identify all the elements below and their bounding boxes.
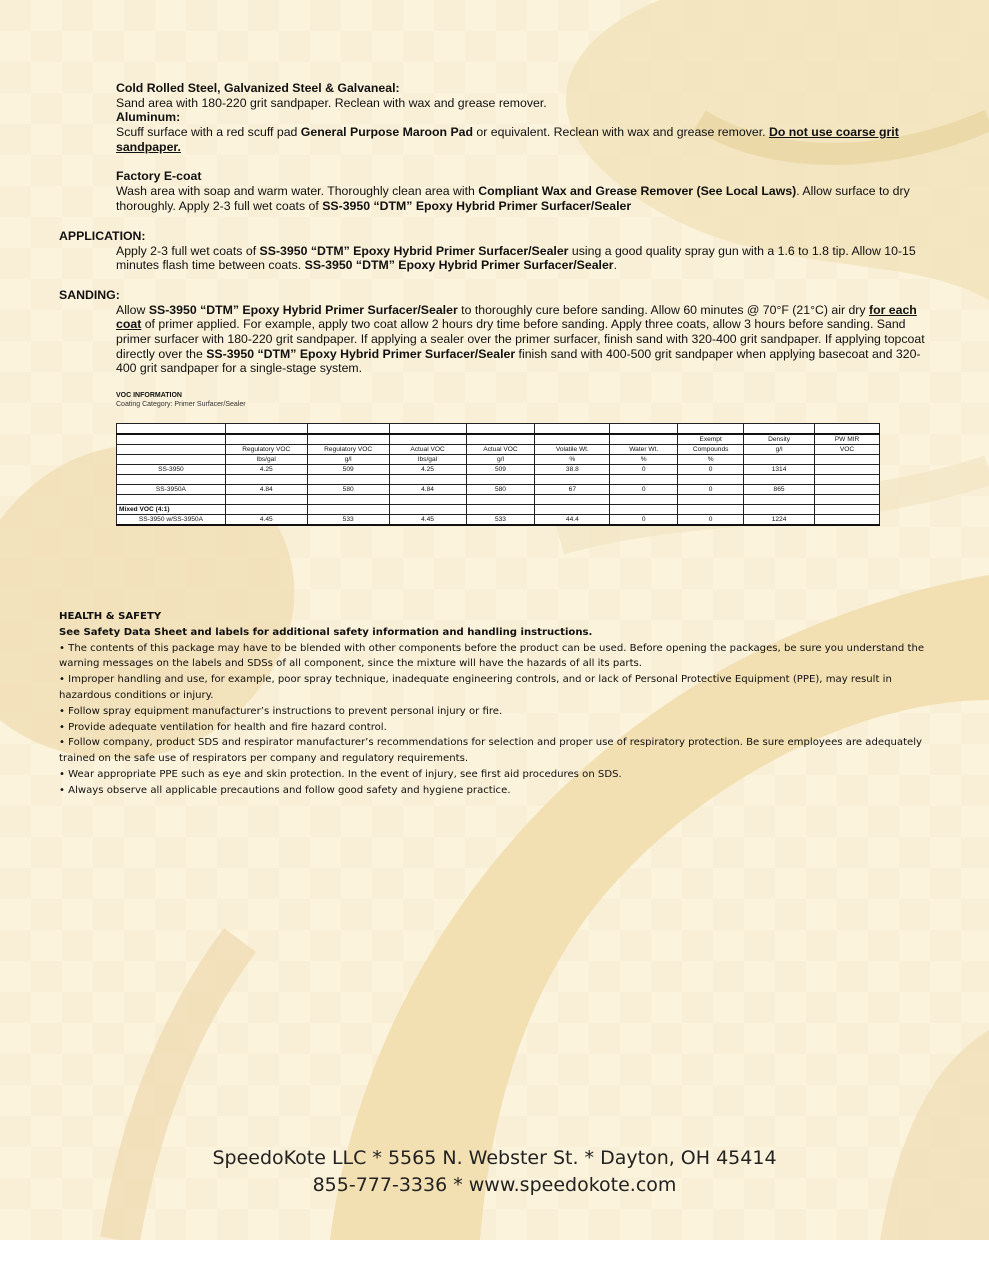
health-bullets — [59, 641, 939, 799]
sanding-text — [116, 303, 926, 377]
table-cell — [389, 475, 466, 485]
voc-title: VOC INFORMATION — [116, 392, 182, 399]
table-cell — [466, 495, 535, 505]
table-row — [117, 485, 880, 495]
table-row — [117, 515, 880, 526]
ecoat-heading: Factory E-coat — [116, 169, 202, 183]
table-cell — [678, 505, 744, 515]
table-cell — [307, 475, 389, 485]
sanding-text-2: to thoroughly cure before sanding. Allow 60 minutes @ 70°F (21°C) air dry — [457, 302, 869, 317]
table-cell — [225, 424, 307, 435]
table-cell: Water Wt. — [610, 445, 678, 455]
table-cell — [815, 455, 880, 465]
health-subheading: See Safety Data Sheet and labels for additional safety information and handling instructions. — [59, 626, 593, 638]
table-cell: Regulatory VOC — [225, 445, 307, 455]
table-cell: 38.8 — [535, 465, 610, 475]
application-text-2: using a good quality spray gun with a 1.6 to 1.8 tip. Allow 10-15 minutes flash time between coats. — [116, 243, 916, 273]
table-cell: 4.84 — [389, 485, 466, 495]
table-cell — [744, 475, 815, 485]
table-cell — [117, 424, 226, 435]
table-row-top-border — [117, 424, 880, 435]
table-cell — [117, 455, 226, 465]
ecoat-text — [116, 184, 926, 213]
voc-subtitle: Coating Category: Primer Surfacer/Sealer — [116, 401, 246, 408]
list-item: • Always observe all applicable precautions and follow good safety and hygiene practice. — [59, 784, 511, 796]
table-cell: 4.84 — [225, 485, 307, 495]
table-cell — [225, 434, 307, 445]
table-cell: 509 — [466, 465, 535, 475]
table-cell — [535, 475, 610, 485]
table-cell — [389, 505, 466, 515]
table-cell — [466, 434, 535, 445]
table-cell: 1224 — [744, 515, 815, 526]
application-text — [116, 244, 926, 273]
application-text-1: Apply 2-3 full wet coats of — [116, 243, 260, 258]
maroon-pad-name: General Purpose Maroon Pad — [300, 125, 473, 139]
table-cell: 0 — [610, 465, 678, 475]
table-cell: % — [610, 455, 678, 465]
table-cell — [815, 485, 880, 495]
table-cell — [678, 475, 744, 485]
table-cell: 0 — [610, 515, 678, 526]
application-text-3: . — [613, 258, 617, 273]
table-cell — [610, 495, 678, 505]
health-safety-section — [59, 609, 939, 799]
table-cell: 0 — [610, 485, 678, 495]
voc-table — [116, 423, 880, 526]
product-name: SS-3950 “DTM” Epoxy Hybrid Primer Surfacer/Sealer — [148, 302, 458, 317]
table-cell: Density — [744, 434, 815, 445]
coarse-grit-warning: Do not use coarse grit sandpaper. — [116, 125, 899, 154]
table-cell — [815, 465, 880, 475]
table-cell: 0 — [678, 515, 744, 526]
table-cell — [466, 424, 535, 435]
table-cell: 4.25 — [225, 465, 307, 475]
product-name: SS-3950 “DTM” Epoxy Hybrid Primer Surfacer/Sealer — [206, 346, 516, 361]
table-cell — [610, 505, 678, 515]
table-cell: g/l — [466, 455, 535, 465]
table-cell — [225, 495, 307, 505]
table-cell — [815, 495, 880, 505]
table-row-spacer — [117, 475, 880, 485]
table-header-row — [117, 434, 880, 445]
table-cell: VOC — [815, 445, 880, 455]
table-cell — [117, 445, 226, 455]
table-cell: Actual VOC — [466, 445, 535, 455]
list-item: • Improper handling and use, for example, poor spray technique, inadequate engineering controls, and or lack of Personal Protective Equipment (PPE), may result in hazardous conditions or injury. — [59, 674, 892, 701]
table-cell: SS-3950 w/SS-3950A — [117, 515, 226, 526]
table-cell — [744, 424, 815, 435]
table-cell — [117, 434, 226, 445]
table-cell — [610, 475, 678, 485]
list-item: • Provide adequate ventilation for health and fire hazard control. — [59, 721, 387, 733]
table-header-units-row — [117, 455, 880, 465]
table-cell: % — [678, 455, 744, 465]
table-cell: lbs/gal — [389, 455, 466, 465]
table-cell: 4.25 — [389, 465, 466, 475]
aluminum-text-2: or equivalent. Reclean with wax and grease remover. — [473, 125, 769, 139]
product-name: SS-3950 “DTM” Epoxy Hybrid Primer Surfacer/Sealer — [259, 243, 569, 258]
table-row-mixed-label — [117, 505, 880, 515]
table-cell: lbs/gal — [225, 455, 307, 465]
table-cell — [225, 475, 307, 485]
list-item: • The contents of this package may have to be blended with other components before the product can be used. Before opening the packages, be sure you understand the warning messages on the labels and SDSs of all component, since the mixture will have the hazards of all its parts. — [59, 642, 925, 670]
table-row-spacer — [117, 495, 880, 505]
list-item: • Follow spray equipment manufacturer’s instructions to prevent personal injury or fire. — [59, 705, 503, 717]
table-cell — [610, 424, 678, 435]
table-cell — [744, 495, 815, 505]
table-cell: 0 — [678, 485, 744, 495]
aluminum-text — [116, 125, 926, 154]
table-cell — [117, 495, 226, 505]
list-item: • Follow company, product SDS and respirator manufacturer’s recommendations for selection and proper use of respiratory protection. Be sure employees are adequately trained on the safe use of respirators per company and regulatory requirements. — [59, 737, 923, 765]
table-cell — [307, 424, 389, 435]
table-cell: 580 — [466, 485, 535, 495]
table-cell: Actual VOC — [389, 445, 466, 455]
table-cell — [466, 505, 535, 515]
table-cell — [389, 434, 466, 445]
footer-address: SpeedoKote LLC * 5565 N. Webster St. * Dayton, OH 45414 — [212, 1147, 777, 1169]
table-cell — [535, 434, 610, 445]
table-cell — [610, 434, 678, 445]
sanding-text-3: of primer applied. For example, apply two coat allow 2 hours dry time before sanding. Apply three coats, allow 3 hours before sanding. Sand primer surfacer with 180-220 grit sandpaper. If applying a sealer over the primer surfacer, finish sand with 320-400 grit sandpaper. If applying topcoat directly over the — [116, 317, 925, 361]
table-header-row — [117, 445, 880, 455]
product-name: SS-3950 “DTM” Epoxy Hybrid Primer Surfacer/Sealer — [322, 198, 632, 213]
table-cell — [815, 505, 880, 515]
steel-heading: Cold Rolled Steel, Galvanized Steel & Galvaneal: — [116, 81, 400, 95]
table-cell: % — [535, 455, 610, 465]
sanding-heading: SANDING: — [59, 288, 120, 302]
table-cell: g/l — [307, 455, 389, 465]
table-cell — [307, 434, 389, 445]
table-cell — [535, 424, 610, 435]
footer-contact: 855-777-3336 * www.speedokote.com — [312, 1174, 677, 1196]
table-cell: 865 — [744, 485, 815, 495]
table-cell — [535, 505, 610, 515]
table-cell: Compounds — [678, 445, 744, 455]
steel-text: Sand area with 180-220 grit sandpaper. Reclean with wax and grease remover. — [116, 95, 547, 110]
table-cell — [307, 495, 389, 505]
table-cell: 509 — [307, 465, 389, 475]
table-cell: 580 — [307, 485, 389, 495]
table-cell: 1314 — [744, 465, 815, 475]
table-cell — [815, 515, 880, 526]
product-name: SS-3950 “DTM” Epoxy Hybrid Primer Surfacer/Sealer — [304, 258, 614, 273]
table-cell — [678, 424, 744, 435]
table-cell — [535, 495, 610, 505]
wax-remover-name: Compliant Wax and Grease Remover (See Local Laws) — [478, 184, 797, 198]
ecoat-text-2: . Allow surface to dry thoroughly. Apply 2-3 full wet coats of — [116, 184, 910, 213]
application-heading: APPLICATION: — [59, 229, 146, 243]
table-cell: 44.4 — [535, 515, 610, 526]
table-cell: PW MIR — [815, 434, 880, 445]
table-cell — [117, 475, 226, 485]
table-cell: 533 — [307, 515, 389, 526]
table-cell: SS-3950 — [117, 465, 226, 475]
table-cell — [815, 475, 880, 485]
table-cell — [389, 495, 466, 505]
aluminum-text-1: Scuff surface with a red scuff pad — [116, 125, 301, 139]
table-cell — [389, 424, 466, 435]
table-cell: 0 — [678, 465, 744, 475]
table-row — [117, 465, 880, 475]
table-cell: 533 — [466, 515, 535, 526]
table-cell: Volatile Wt. — [535, 445, 610, 455]
each-coat-emphasis: for each coat — [116, 302, 917, 332]
table-cell — [744, 455, 815, 465]
table-cell — [225, 505, 307, 515]
ecoat-text-1: Wash area with soap and warm water. Thoroughly clean area with — [116, 184, 479, 198]
table-cell: SS-3950A — [117, 485, 226, 495]
table-cell: 4.45 — [389, 515, 466, 526]
table-cell: 4.45 — [225, 515, 307, 526]
table-cell: Exempt — [678, 434, 744, 445]
sanding-text-1: Allow — [116, 302, 149, 317]
sanding-text-4: finish sand with 400-500 grit sandpaper when applying basecoat and 320-400 grit sandpaper for a single-stage system. — [116, 346, 921, 376]
table-cell — [307, 505, 389, 515]
table-cell: 67 — [535, 485, 610, 495]
table-cell: Regulatory VOC — [307, 445, 389, 455]
table-cell: g/l — [744, 445, 815, 455]
aluminum-heading: Aluminum: — [116, 110, 181, 124]
table-cell — [466, 475, 535, 485]
table-cell: Mixed VOC (4:1) — [117, 505, 226, 515]
table-cell — [815, 424, 880, 435]
health-heading: HEALTH & SAFETY — [59, 611, 162, 622]
table-cell — [678, 495, 744, 505]
table-cell — [744, 505, 815, 515]
list-item: • Wear appropriate PPE such as eye and skin protection. In the event of injury, see first aid procedures on SDS. — [59, 768, 622, 780]
